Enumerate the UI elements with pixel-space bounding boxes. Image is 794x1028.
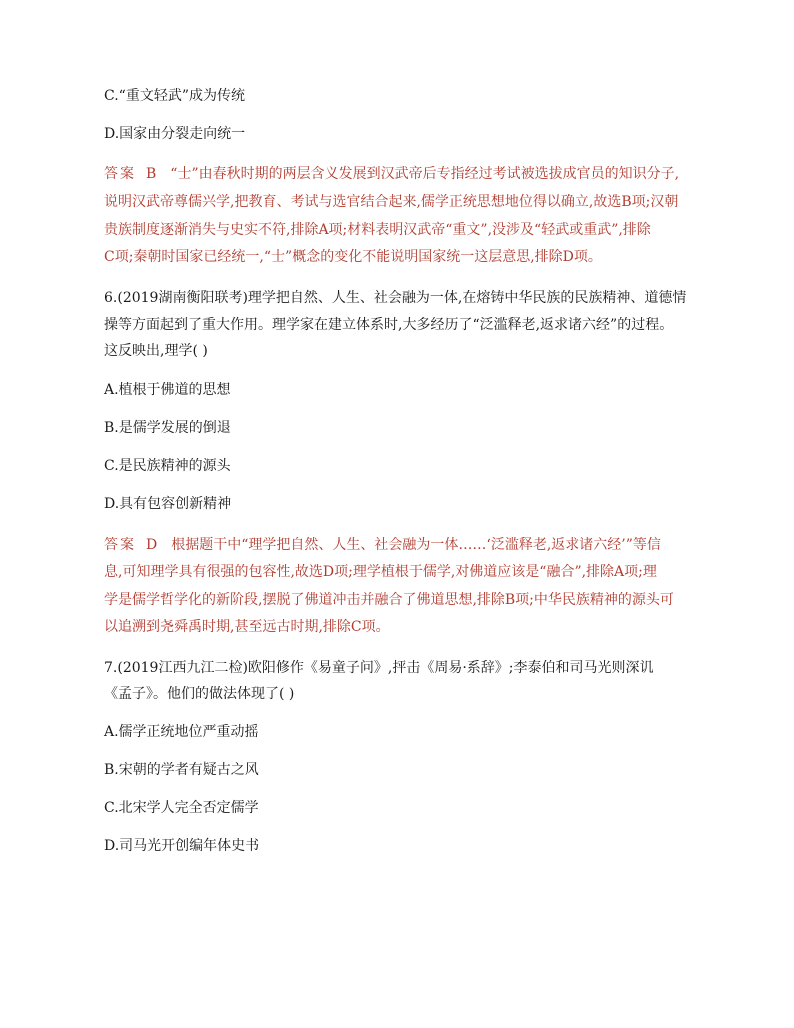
q6-stem-line: 操等方面起到了重大作用。理学家在建立体系时,大多经历了“泛滥释老,返求诸六经”的过程。	[104, 317, 674, 333]
q5-explanation-line: “士”由春秋时期的两层含义发展到汉武帝后专指经过考试被选拔成官员的知识分子,	[170, 166, 680, 182]
q7-option-a: A.儒学正统地位严重动摇	[104, 724, 259, 740]
q5-answer-label: 答案	[104, 166, 136, 182]
q6-stem-line: 这反映出,理学( )	[104, 343, 208, 359]
q7-option-d: D.司马光开创编年体史书	[104, 838, 260, 854]
q6-explanation-line: 学是儒学哲学化的新阶段,摆脱了佛道冲击并融合了佛道思想,排除B项;中华民族精神的源头可	[104, 592, 674, 608]
q6-explanation-line: 根据题干中“理学把自然、人生、社会融为一体……‘泛滥释老,返求诸六经’”等信	[171, 537, 661, 553]
q5-explanation-line: 贵族制度逐渐消失与史实不符,排除A项;材料表明汉武帝“重文”,没涉及“轻武或重武”,排除	[104, 222, 651, 238]
q7-option-c: C.北宋学人完全否定儒学	[104, 800, 259, 816]
q5-explanation-line: C项;秦朝时国家已经统一,“士”概念的变化不能说明国家统一这层意思,排除D项。	[104, 249, 602, 265]
q5-option-c: C.“重文轻武”成为传统	[104, 88, 245, 104]
q5-explanation-line: 说明汉武帝尊儒兴学,把教育、考试与选官结合起来,儒学正统思想地位得以确立,故选B项;汉朝	[104, 194, 679, 210]
q6-option-b: B.是儒学发展的倒退	[104, 420, 231, 436]
q6-answer-line-1	[104, 535, 704, 555]
q7-stem-line: 7.(2019江西九江二检)欧阳修作《易童子问》,抨击《周易·系辞》;李泰伯和司马光则深讥	[104, 660, 654, 676]
q7-option-b: B.宋朝的学者有疑古之风	[104, 762, 259, 778]
q6-option-c: C.是民族精神的源头	[104, 458, 231, 474]
q5-answer-line-1	[104, 164, 704, 184]
q6-option-d: D.具有包容创新精神	[104, 496, 232, 512]
q5-option-d: D.国家由分裂走向统一	[104, 126, 246, 142]
q6-answer-label: 答案	[104, 537, 136, 553]
q5-answer-key: B	[146, 166, 157, 182]
q6-explanation-line: 息,可知理学具有很强的包容性,故选D项;理学植根于儒学,对佛道应该是“融合”,排除A项;理	[104, 564, 657, 580]
q6-explanation-line: 以追溯到尧舜禹时期,甚至远古时期,排除C项。	[104, 619, 390, 635]
q6-answer-key: D	[146, 537, 158, 553]
q6-option-a: A.植根于佛道的思想	[104, 382, 231, 398]
q6-stem-line: 6.(2019湖南衡阳联考)理学把自然、人生、社会融为一体,在熔铸中华民族的民族精神、道德情	[104, 290, 687, 306]
q7-stem-line: 《孟子》。他们的做法体现了( )	[104, 686, 295, 702]
